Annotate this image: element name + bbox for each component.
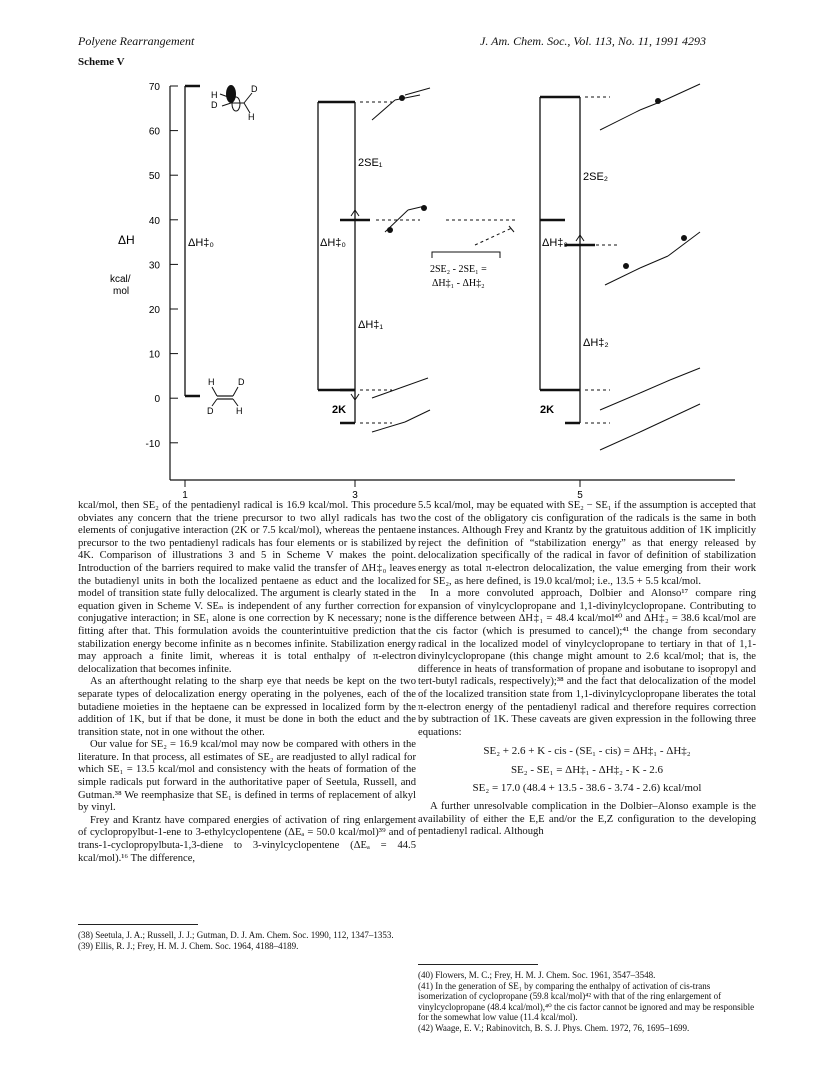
footnote: (40) Flowers, M. C.; Frey, H. M. J. Chem. Soc. 1961, 3547–3548.: [418, 970, 656, 980]
footnote-rule-left: [78, 924, 198, 925]
y-tick-label: 20: [148, 305, 160, 316]
atom-h-bottom: H: [208, 377, 215, 387]
atom-d-top: D: [211, 100, 218, 110]
eq-label-line1: 2SE₂ - 2SE₁ =: [430, 264, 487, 275]
atom-d-bottom2: D: [207, 406, 214, 416]
footnote: (42) Waage, E. V.; Rabinovitch, B. S. J. Phys. Chem. 1972, 76, 1695–1699.: [418, 1022, 690, 1033]
equation-1: SE₂ + 2.6 + K - cis - (SE₁ - cis) = ΔH‡₁ - ΔH‡₂: [483, 745, 691, 758]
y-tick-label: -10: [145, 438, 160, 450]
label-dh0-1: ΔH‡₀: [188, 237, 214, 249]
y-tick-label: 60: [148, 126, 160, 138]
paragraph: In a more convoluted approach, Dolbier and Alonso¹⁷ compare ring expansion of vinylcyclopropane and 1,1-divinylcyclopropane. Contributing to the difference between ΔH‡₁ = 48.4 kcal/mol⁴⁰ and ΔH‡₂ = 38.6 kcal/mol are the cis factor (which is presumed to cancel);⁴¹ the change from secondary radical in the localized model of vinylcyclopropane to tertiary in that of 1,1-divinylcyclopropane (this change might amount to 2.6 kcal/mol; that is, the difference in heats of transformation of propane and isobutane to isopropyl and tert-butyl radicals, respectively);³⁸ and the fact that delocalization of the model of the localized transition state from 1,1-divinylcyclopropane liberates the total π-electron energy of the pentadienyl radical and therefore requires correction by subtraction of 1K. These caveats are given expression in the following three equations:: [418, 588, 756, 738]
label-2k-3: 2K: [332, 404, 347, 416]
radical-structures-3: [360, 88, 430, 432]
atom-h-top2: H: [248, 112, 255, 122]
right-column: [418, 500, 756, 839]
label-dh1-3: ΔH‡₁: [358, 319, 384, 331]
y-tick-label: 30: [148, 260, 160, 272]
paragraph: As an afterthought relating to the sharp eye that needs be kept on the two separate types of delocalization energy operating in the polyenes, each of the butadiene moieties in the heptaene can be expressed in localized form by the addition of 1K, but if that be done, it must be done in both the educt and the transition state, not in one without the other.: [78, 676, 416, 738]
y-axis-label: ΔH: [118, 233, 135, 247]
label-2k-5: 2K: [540, 404, 555, 416]
label-dh0-3: ΔH‡₀: [320, 237, 346, 249]
running-head-left: Polyene Rearrangement: [78, 34, 195, 48]
paragraph: 5.5 kcal/mol, may be equated with SE₂ − SE₁ if the assumption is accepted that the cost of the obligatory cis configuration of the radicals is the same in both instances. Although Frey and Krantz by the gratuitous addition of 1K implicitly reject the definition of “stabilization energy” as that energy released by delocalization specifically of the radical in favor of definition of stabilization energy as total π-electron delocalization, the value emerging from their work for SE₂, as here defined, is 19.0 kcal/mol; i.e., 13.5 + 5.5 kcal/mol.: [418, 500, 756, 587]
eq-label-line2: ΔH‡₁ - ΔH‡₂: [432, 278, 485, 289]
y-tick-label: 10: [148, 349, 160, 361]
y-unit-line2: mol: [113, 286, 130, 297]
label-dh0-5: ΔH‡₀: [542, 237, 568, 249]
x-tick-label: 3: [352, 490, 358, 500]
atom-h-top: H: [211, 90, 218, 100]
y-tick-label: 40: [148, 215, 160, 227]
paragraph: A further unresolvable complication in the Dolbier–Alonso example is the availability of either the E,E and/or the E,Z configuration to the developing pentadienyl radical. Although: [418, 801, 756, 838]
equation-2: SE₂ - SE₁ = ΔH‡₁ - ΔH‡₂ - K - 2.6: [510, 763, 664, 776]
y-tick-label: 0: [154, 394, 160, 406]
y-unit-line1: kcal/: [110, 274, 131, 285]
footnote: (39) Ellis, R. J.; Frey, H. M. J. Chem. Soc. 1964, 4188–4189.: [78, 940, 299, 951]
equation-3: SE₂ = 17.0 (48.4 + 13.5 - 38.6 - 3.74 - 2.6) kcal/mol: [472, 782, 702, 795]
x-tick-label: 5: [577, 490, 583, 500]
bracket: [432, 252, 500, 258]
y-ticks: [146, 82, 178, 450]
atom-d-bottom: D: [238, 377, 245, 387]
atom-d-top2: D: [251, 84, 258, 94]
y-tick-label: 50: [148, 171, 160, 183]
atom-h-bottom2: H: [236, 406, 243, 416]
x-ticks: [182, 480, 583, 500]
ethylene-structure: [212, 387, 238, 406]
running-head-right: J. Am. Chem. Soc., Vol. 113, No. 11, 1991 4293: [480, 34, 706, 48]
label-dh2-5: ΔH‡₂: [583, 337, 609, 349]
y-tick-label: 70: [148, 82, 160, 93]
paragraph: kcal/mol, then SE₂ of the pentadienyl radical is 16.9 kcal/mol. This procedure obviates any concern that the triene precursor to two allyl radicals has two elements of conjugative interaction (2K or 7.5 kcal/mol), whereas the pentaene precursor to the two pentadienyl radicals has four elements or is stabilized by 4K. Comparison of illustrations 3 and 5 in Scheme V makes the point. Introduction of the barriers required to make valid the transfer of ΔH‡₀ leaves the butadienyl units in both the localized pentaene as educt and the localized model of transition state fully delocalized. The argument is clearly stated in the equation given in Scheme V. SEₙ is independent of any further correction for conjugative interaction; in SE₁ alone is one correction by K necessary; none is fitting after that. This formulation avoids the counterintuitive prediction that stabilization energy become infinite as n becomes infinite. Stabilization energy may approach a finite limit, whereas it is total enthalpy of π-electron delocalization that becomes infinite.: [78, 500, 416, 675]
scheme-title: Scheme V: [78, 56, 125, 68]
label-2se2: 2SE₂: [583, 171, 609, 183]
x-tick-label: 1: [182, 490, 188, 500]
energy-diagram: [0, 0, 820, 500]
paragraph: Our value for SE₂ = 16.9 kcal/mol may now be compared with others in the literature. In that process, all estimates of SE₂ are readjusted to allyl radical for which SE₁ = 13.5 kcal/mol and consistency with the heats of formation of the simple radicals put forward in the authoritative paper of Seetula, Russell, and Gutman.³⁸ We reemphasize that SE₁ is defined in terms of replacement of alkyl by vinyl.: [78, 739, 416, 814]
footnote-rule-right: [418, 964, 538, 965]
paragraph: Frey and Krantz have compared energies of activation of ring enlargement of cyclopropylbut-1-ene to 3-ethylcyclopentene (ΔEₐ = 50.0 kcal/mol)³⁹ and of trans-1-cyclopropylbuta-1,3-diene to 3-vinylcyclopentene (ΔEₐ = 44.5 kcal/mol).¹⁶ The difference,: [78, 814, 416, 864]
twisted-ethylene-structure: [220, 85, 252, 113]
label-2se1: 2SE₁: [358, 157, 383, 169]
footnote: (38) Seetula, J. A.; Russell, J. J.; Gutman, D. J. Am. Chem. Soc. 1990, 112, 1347–1353.: [78, 930, 394, 940]
radical-structures-5: [585, 84, 700, 450]
left-column: [78, 500, 416, 865]
footnotes-right: [418, 970, 756, 1034]
footnotes-left: [78, 930, 416, 951]
footnote: (41) In the generation of SE₁ by comparing the enthalpy of activation of cis-trans isomerization of cyclopropane (59.8 kcal/mol)⁴² with that of the ring enlargement of vinylcyclopropane (48.4 kcal/mol),⁴⁰ the cis factor cannot be ignored and may be responsible for the somewhat low value (11.4 kcal/mol).: [418, 980, 755, 1023]
